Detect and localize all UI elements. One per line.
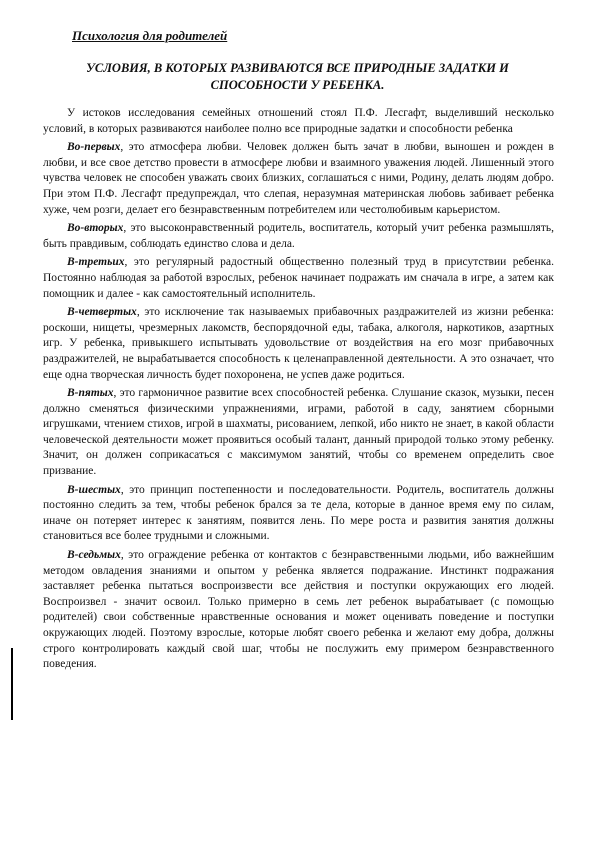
paragraph-first: [43, 140, 554, 218]
document-title: УСЛОВИЯ, В КОТОРЫХ РАЗВИВАЮТСЯ ВСЕ ПРИРОДНЫЕ ЗАДАТКИ И СПОСОБНОСТИ У РЕБЕНКА.: [86, 61, 509, 92]
paragraph-seventh: [43, 548, 554, 673]
paragraph-text: , это атмосфера любви. Человек должен быть зачат в любви, выношен и рожден в любви, и все свое детство провести в атмосфере любви и взаимного уважения людей. Лишенный этого чувства человек не способен уважать своих близких, соглашаться с ними, Родину, делать людям добро. При этом П.Ф. Лесгафт предупреждал, что слепая, неразумная материнская любовь забивает ребенка хуже, чем розги, делает его безнравственным потребителем или честолюбивым карьеристом.: [43, 141, 554, 216]
paragraph-lead: Во-первых: [67, 141, 121, 154]
intro-paragraph: У истоков исследования семейных отношений стоял П.Ф. Лесгафт, выделивший несколько условий, в которых развиваются наиболее полно все природные задатки и способности ребенка: [43, 107, 554, 135]
paragraph-lead: Во-вторых: [67, 222, 124, 235]
section-header: Психология для родителей: [72, 28, 228, 43]
margin-bar: [11, 648, 13, 720]
paragraph-lead: В-шестых: [67, 483, 121, 496]
paragraph-lead: В-пятых: [67, 387, 114, 400]
paragraph-fifth: [43, 386, 554, 480]
paragraph-lead: В-четвертых: [67, 306, 137, 319]
paragraph-text: , это исключение так называемых прибавочных раздражителей из жизни ребенка: роскоши, нищеты, чрезмерных лакомств, беспорядочной еды, табака, алкоголя, наркотиков, азартных игр. У ребенка, привыкшего испытывать удовольствие от воздействия на его мозг прибавочных раздражителей, не вырабатывается способность к целенаправленной деятельности. А это означает, что еще одна творческая личность будет похоронена, не успев даже родиться.: [43, 306, 554, 381]
paragraph-lead: В-седьмых: [67, 549, 121, 562]
paragraph-text: , это регулярный радостный общественно полезный труд в присутствии ребенка. Постоянно наблюдая за работой взрослых, ребенок начинает подражать им сначала в игре, а затем как помощник и далее - как самостоятельный исполнитель.: [43, 256, 554, 300]
paragraph-text: , это ограждение ребенка от контактов с безнравственными людьми, ибо важнейшим методом овладения знаниями и опытом у ребенка является подражание. Инстинкт подражания заставляет ребенка пытаться воспроизвести все действия и поступки окружающих его людей. Воспроизвел - значит освоил. Только примерно в семь лет ребенок вырабатывает (с помощью родителей) свои собственные нравственные основания и может оценивать поведение и поступки окружающих людей. Поэтому взрослые, которые любят своего ребенка и желают ему добра, должны строго контролировать каждый свой шаг, чтобы не послужить ему примером безнравственного поведения.: [43, 549, 554, 671]
paragraph-text: , это гармоничное развитие всех способностей ребенка. Слушание сказок, музыки, песен должно сменяться физическими упражнениями, играми, работой в саду, занятием сборными игрушками, чтением стихов, игрой в шахматы, рисованием, лепкой, ибо никто не знает, в какой области человеческой деятельности может проявиться особый талант, данный природой только этому ребенку. Значит, он должен соприкасаться с максимумом занятий, чтобы со временем определить свое призвание.: [43, 387, 554, 478]
paragraph-text: , это принцип постепенности и последовательности. Родитель, воспитатель должны постоянно следить за тем, чтобы ребенок брался за те дела, которые в данное время ему по силам, иначе он потеряет интерес к занятиям, появится лень. По мере роста и развития занятия должны становиться все более трудными и сложными.: [43, 483, 554, 543]
paragraph-sixth: [43, 483, 554, 545]
paragraph-second: [43, 221, 554, 252]
paragraph-third: [43, 255, 554, 302]
paragraph-fourth: [43, 305, 554, 383]
paragraph-text: , это высоконравственный родитель, воспитатель, который учит ребенка размышлять, быть правдивым, соблюдать единство слова и дела.: [43, 222, 554, 250]
paragraph-lead: В-третьих: [67, 256, 125, 269]
document-body: [43, 106, 554, 676]
